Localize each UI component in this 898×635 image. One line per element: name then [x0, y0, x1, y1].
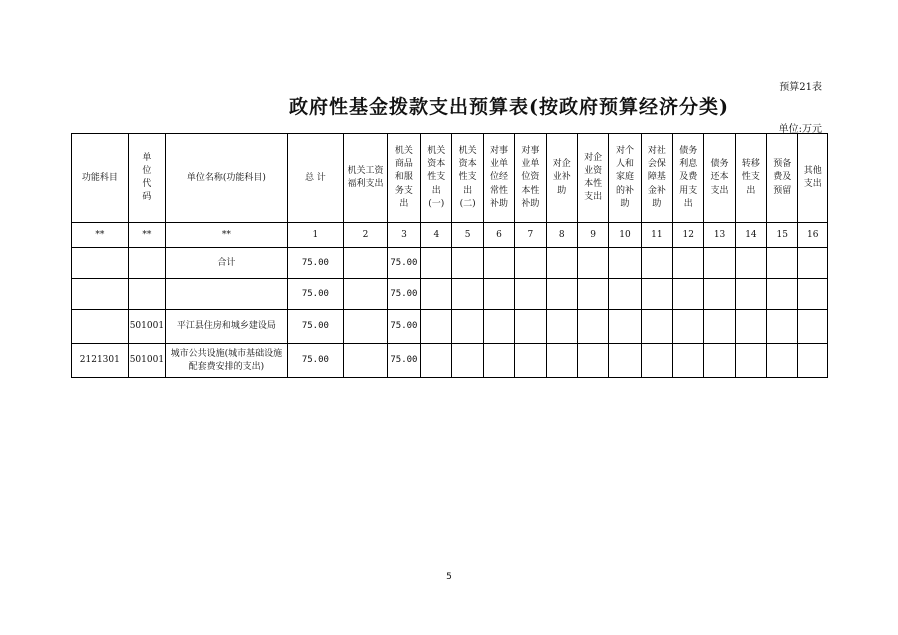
header-col-13: 债务还本支出 [704, 134, 735, 223]
total-cell: 75.00 [287, 310, 344, 344]
header-col-11: 对社会保障基金补助 [641, 134, 672, 223]
header-col-5: 机关资本性支出(二) [452, 134, 483, 223]
value-cell: 75.00 [387, 248, 420, 279]
value-cell: 75.00 [387, 279, 420, 310]
unit-code-cell: 501001 [128, 344, 165, 378]
header-col-16: 其他支出 [798, 134, 828, 223]
value-cell: 75.00 [387, 310, 420, 344]
header-col-4: 机关资本性支出(一) [421, 134, 452, 223]
unit-code-cell [128, 248, 165, 279]
index-cell: 6 [483, 223, 514, 248]
form-number: 预算21表 [779, 82, 822, 93]
unit-name-cell: 合计 [166, 248, 287, 279]
index-cell: ** [166, 223, 287, 248]
index-cell: ** [128, 223, 165, 248]
header-col-12: 债务利息及费用支出 [673, 134, 704, 223]
total-cell: 75.00 [287, 344, 344, 378]
index-cell: 7 [515, 223, 546, 248]
value-cell [344, 279, 388, 310]
unit-name-cell [166, 279, 287, 310]
header-col-3: 机关商品和服务支出 [387, 134, 420, 223]
header-col-9: 对企业资本性支出 [577, 134, 608, 223]
index-cell: 14 [735, 223, 766, 248]
header-col-2: 机关工资福利支出 [344, 134, 388, 223]
table-row [72, 310, 828, 344]
total-cell: 75.00 [287, 248, 344, 279]
header-total: 总 计 [287, 134, 344, 223]
index-cell: 4 [421, 223, 452, 248]
index-cell: 3 [387, 223, 420, 248]
unit-label: 单位:万元 [778, 124, 822, 135]
page-title: 政府性基金拨款支出预算表(按政府预算经济分类) [289, 96, 729, 118]
index-cell: 15 [767, 223, 798, 248]
index-cell: 12 [673, 223, 704, 248]
header-col-6: 对事业单位经常性补助 [483, 134, 514, 223]
table-row [72, 279, 828, 310]
total-cell: 75.00 [287, 279, 344, 310]
table-row [72, 344, 828, 378]
index-cell: 11 [641, 223, 672, 248]
value-cell: 75.00 [387, 344, 420, 378]
page-number: 5 [446, 572, 452, 582]
value-cell [344, 344, 388, 378]
value-cell [344, 248, 388, 279]
budget-table [71, 133, 828, 378]
unit-code-cell [128, 279, 165, 310]
index-cell: 10 [609, 223, 641, 248]
header-col-10: 对个人和家庭的补助 [609, 134, 641, 223]
header-col-15: 预备费及预留 [767, 134, 798, 223]
index-row [72, 223, 828, 248]
index-cell: 16 [798, 223, 828, 248]
index-cell: 13 [704, 223, 735, 248]
header-col-8: 对企业补助 [546, 134, 577, 223]
unit-code-cell: 501001 [128, 310, 165, 344]
table-row-total [72, 248, 828, 279]
func-code-cell: 2121301 [72, 344, 129, 378]
func-code-cell [72, 279, 129, 310]
unit-name-cell: 平江县住房和城乡建设局 [166, 310, 287, 344]
func-code-cell [72, 248, 129, 279]
unit-name-cell: 城市公共设施(城市基础设施配套费安排的支出) [166, 344, 287, 378]
index-cell: 9 [577, 223, 608, 248]
index-cell: 2 [344, 223, 388, 248]
header-unit-code: 单位代码 [128, 134, 165, 223]
header-unit-name: 单位名称(功能科目) [166, 134, 287, 223]
index-cell: 1 [287, 223, 344, 248]
header-func-subject: 功能科目 [72, 134, 129, 223]
func-code-cell [72, 310, 129, 344]
index-cell: 5 [452, 223, 483, 248]
index-cell: ** [72, 223, 129, 248]
header-col-7: 对事业单位资本性补助 [515, 134, 546, 223]
header-col-14: 转移性支出 [735, 134, 766, 223]
index-cell: 8 [546, 223, 577, 248]
value-cell [344, 310, 388, 344]
